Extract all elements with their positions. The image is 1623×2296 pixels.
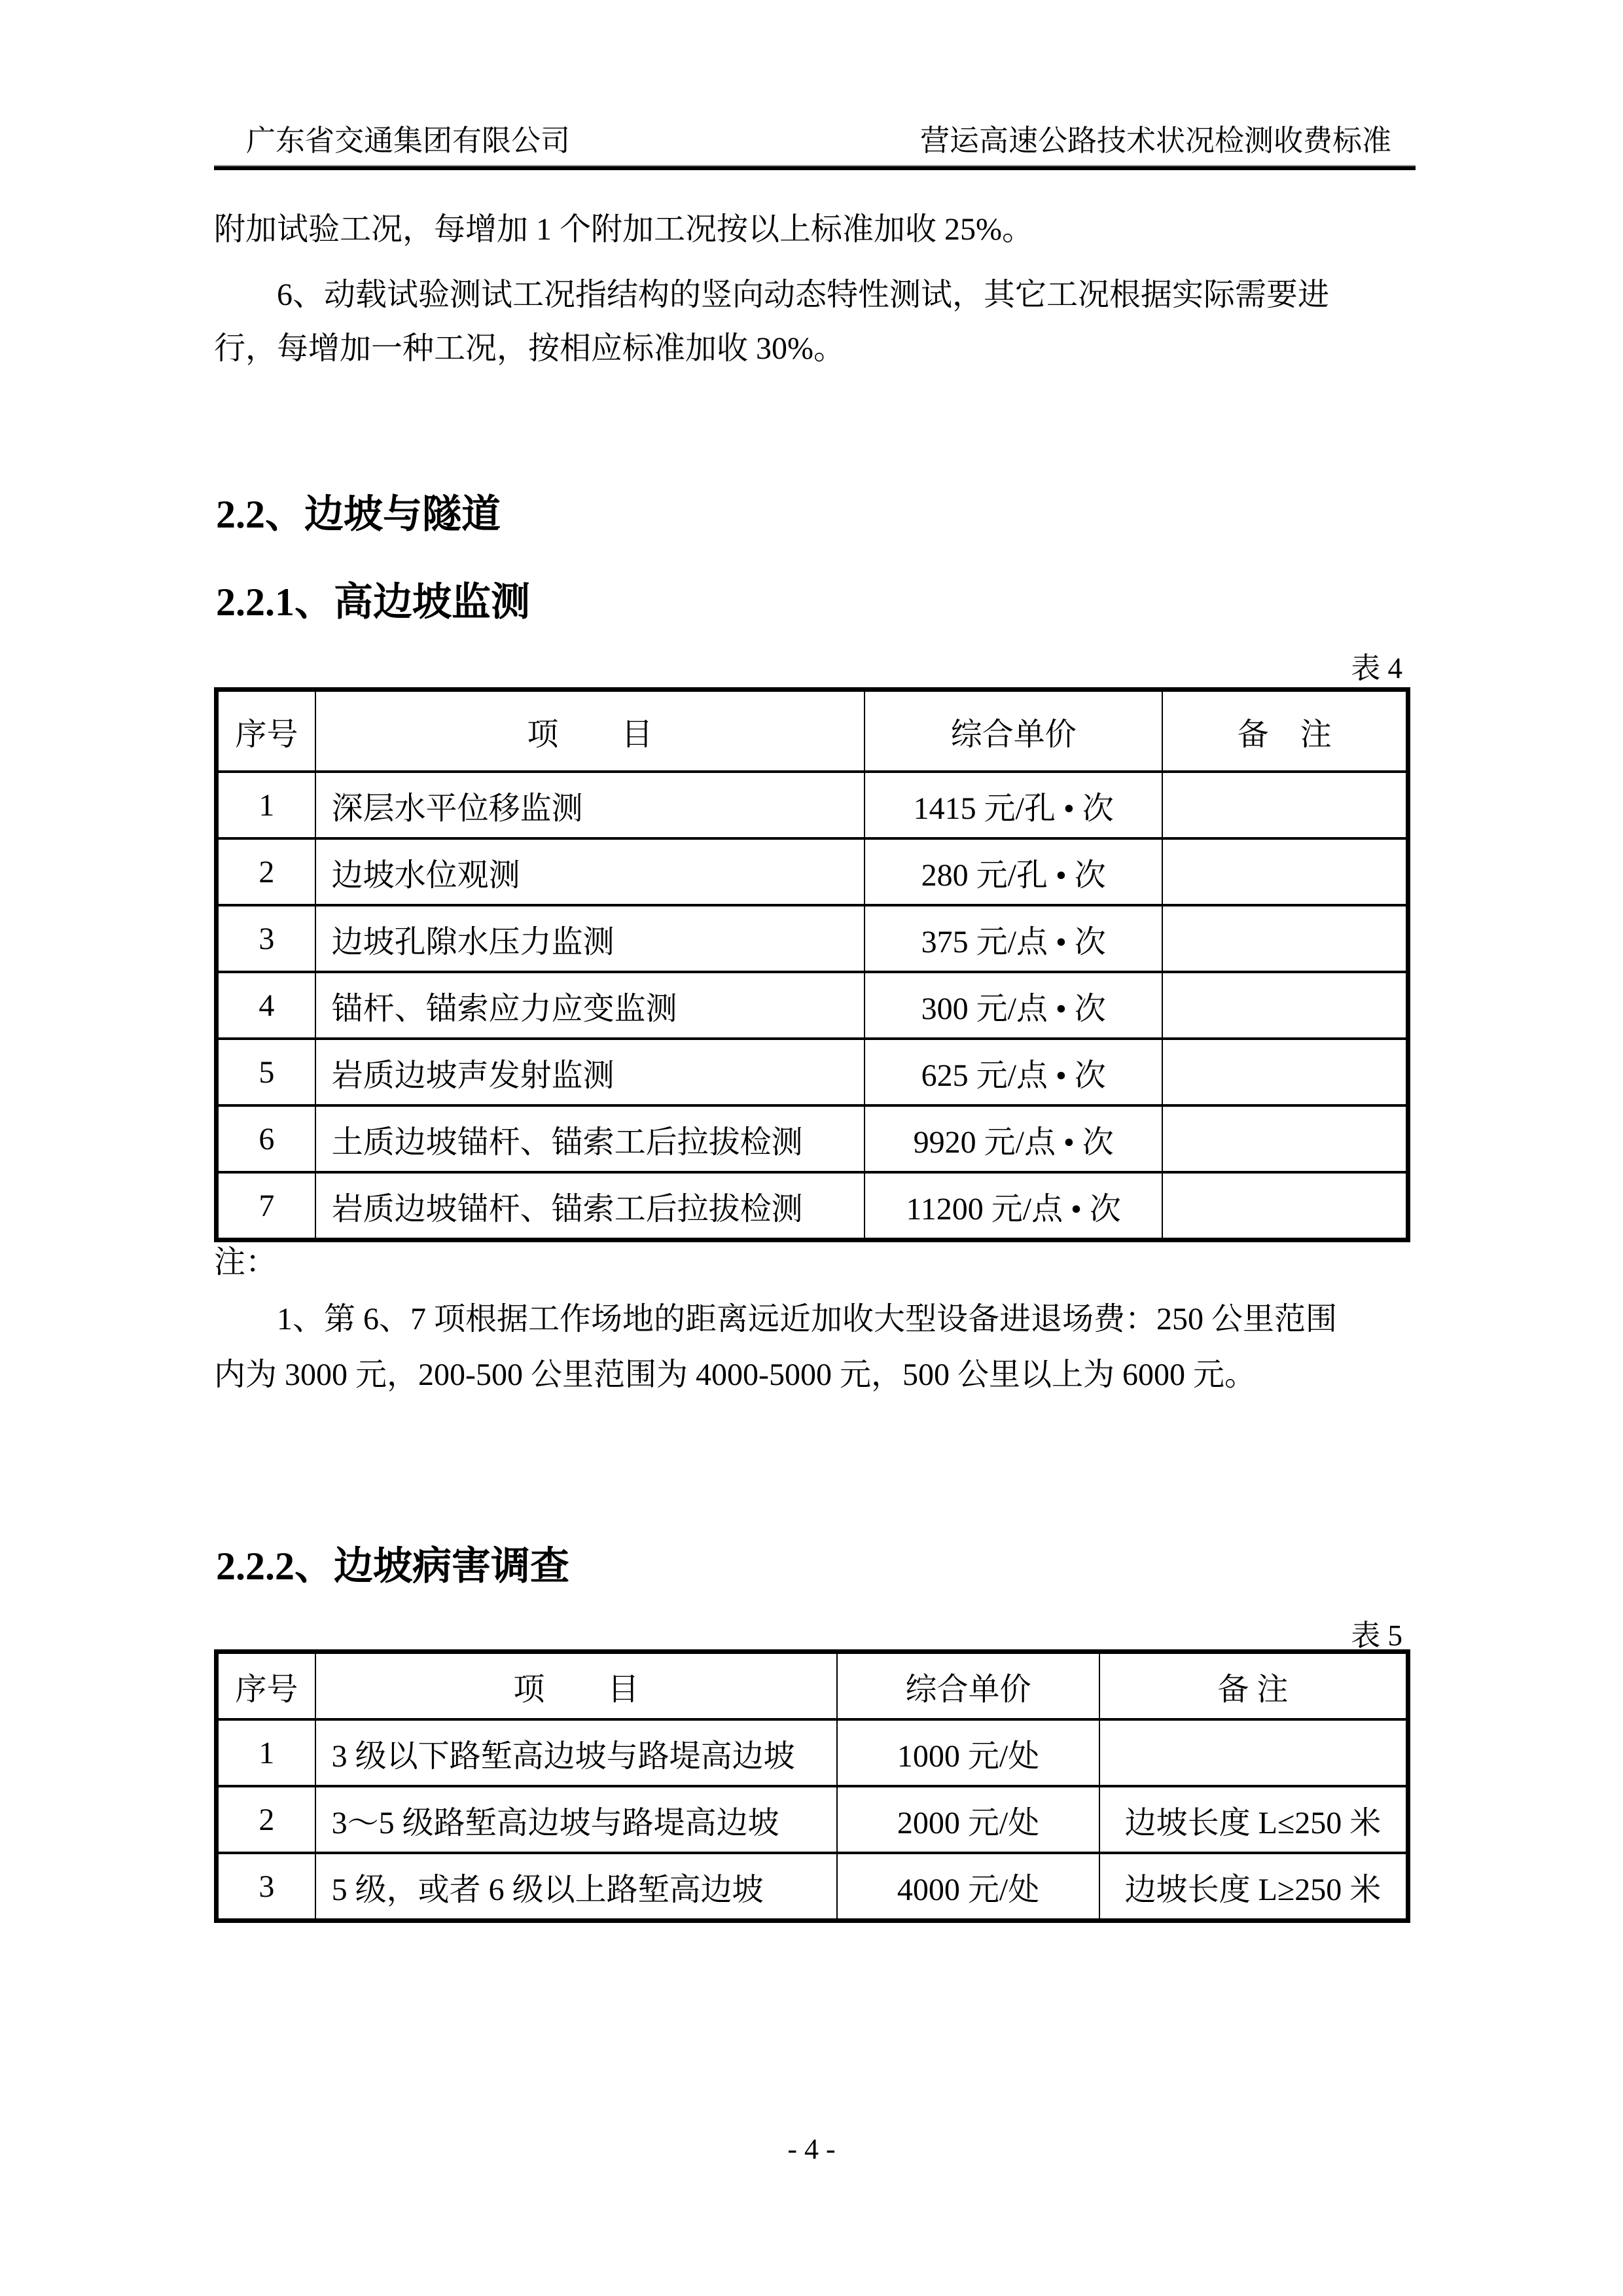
table-cell: 边坡孔隙水压力监测	[315, 905, 865, 972]
table-row	[217, 1853, 1408, 1921]
table-cell: 1415 元/孔 • 次	[865, 772, 1162, 838]
table-cell: 2000 元/处	[837, 1786, 1099, 1853]
paragraph-additional-test-condition: 附加试验工况，每增加 1 个附加工况按以上标准加收 25%。	[214, 212, 1033, 247]
note-line1: 1、第 6、7 项根据工作场地的距离远近加收大型设备进退场费：250 公里范围	[277, 1302, 1338, 1336]
table-cell: 280 元/孔 • 次	[865, 838, 1162, 905]
table-cell: 3	[217, 905, 315, 972]
note-line2: 内为 3000 元，200-500 公里范围为 4000-5000 元，500 公里以上为 6000 元。	[214, 1357, 1256, 1392]
table4-label: 表 4	[1351, 652, 1402, 685]
table-cell: 3	[217, 1853, 315, 1921]
table-cell: 4000 元/处	[837, 1853, 1099, 1921]
table-cell: 7	[217, 1172, 315, 1240]
table-header-cell: 项 目	[315, 690, 865, 772]
table5-label: 表 5	[1351, 1619, 1402, 1652]
table-row	[217, 838, 1408, 905]
table4-header-row	[217, 690, 1408, 772]
table-cell: 2	[217, 1786, 315, 1853]
table-cell	[1162, 772, 1408, 838]
section-title-2-2-1: 2.2.1、高边坡监测	[216, 581, 530, 624]
table-cell: 1000 元/处	[837, 1719, 1099, 1786]
table-cell: 300 元/点 • 次	[865, 972, 1162, 1039]
table-cell: 5 级，或者 6 级以上路堑高边坡	[315, 1853, 838, 1921]
table-cell	[1099, 1719, 1408, 1786]
table-cell: 11200 元/点 • 次	[865, 1172, 1162, 1240]
table-row	[217, 1172, 1408, 1240]
section-title-2-2-2: 2.2.2、边坡病害调查	[216, 1545, 569, 1588]
table-cell: 9920 元/点 • 次	[865, 1105, 1162, 1172]
table-row	[217, 1719, 1408, 1786]
table-cell: 6	[217, 1105, 315, 1172]
table-row	[217, 1039, 1408, 1105]
table-cell: 锚杆、锚索应力应变监测	[315, 972, 865, 1039]
table-cell	[1162, 972, 1408, 1039]
table-row	[217, 1786, 1408, 1853]
table-cell: 1	[217, 1719, 315, 1786]
header-divider-rule	[214, 165, 1416, 170]
table-cell: 625 元/点 • 次	[865, 1039, 1162, 1105]
section-title-2-2: 2.2、边坡与隧道	[216, 493, 501, 536]
table-cell: 4	[217, 972, 315, 1039]
table-high-slope-monitoring	[214, 687, 1410, 1242]
table-header-cell: 序号	[217, 1652, 315, 1720]
table-cell	[1162, 1039, 1408, 1105]
table-cell: 1	[217, 772, 315, 838]
table-slope-disease-survey	[214, 1649, 1410, 1923]
header-document-title: 营运高速公路技术状况检测收费标准	[919, 124, 1391, 157]
table-cell: 边坡水位观测	[315, 838, 865, 905]
table-cell	[1162, 905, 1408, 972]
table-header-cell: 备 注	[1162, 690, 1408, 772]
table-row	[217, 972, 1408, 1039]
table-header-cell: 综合单价	[865, 690, 1162, 772]
table-cell	[1162, 838, 1408, 905]
note-label: 注：	[214, 1245, 277, 1280]
table-header-cell: 综合单价	[837, 1652, 1099, 1720]
table-cell: 岩质边坡锚杆、锚索工后拉拔检测	[315, 1172, 865, 1240]
table-cell: 3 级以下路堑高边坡与路堤高边坡	[315, 1719, 838, 1786]
paragraph-dynamic-load-line1: 6、动载试验测试工况指结构的竖向动态特性测试，其它工况根据实际需要进	[277, 278, 1330, 312]
table-cell: 2	[217, 838, 315, 905]
table-header-cell: 序号	[217, 690, 315, 772]
page-number: - 4 -	[787, 2133, 836, 2165]
table-cell: 土质边坡锚杆、锚索工后拉拔检测	[315, 1105, 865, 1172]
table5-header-row	[217, 1652, 1408, 1720]
table-cell: 深层水平位移监测	[315, 772, 865, 838]
table-cell: 5	[217, 1039, 315, 1105]
table-cell: 边坡长度 L≥250 米	[1099, 1853, 1408, 1921]
table-row	[217, 772, 1408, 838]
header-company-name: 广东省交通集团有限公司	[246, 124, 571, 157]
table-cell	[1162, 1172, 1408, 1240]
paragraph-dynamic-load-line2: 行，每增加一种工况，按相应标准加收 30%。	[214, 331, 845, 366]
table-cell: 岩质边坡声发射监测	[315, 1039, 865, 1105]
table-cell: 375 元/点 • 次	[865, 905, 1162, 972]
table-row	[217, 1105, 1408, 1172]
table-row	[217, 905, 1408, 972]
table-header-cell: 备 注	[1099, 1652, 1408, 1720]
table-header-cell: 项 目	[315, 1652, 838, 1720]
table-cell: 3～5 级路堑高边坡与路堤高边坡	[315, 1786, 838, 1853]
table-cell	[1162, 1105, 1408, 1172]
table-cell: 边坡长度 L≤250 米	[1099, 1786, 1408, 1853]
